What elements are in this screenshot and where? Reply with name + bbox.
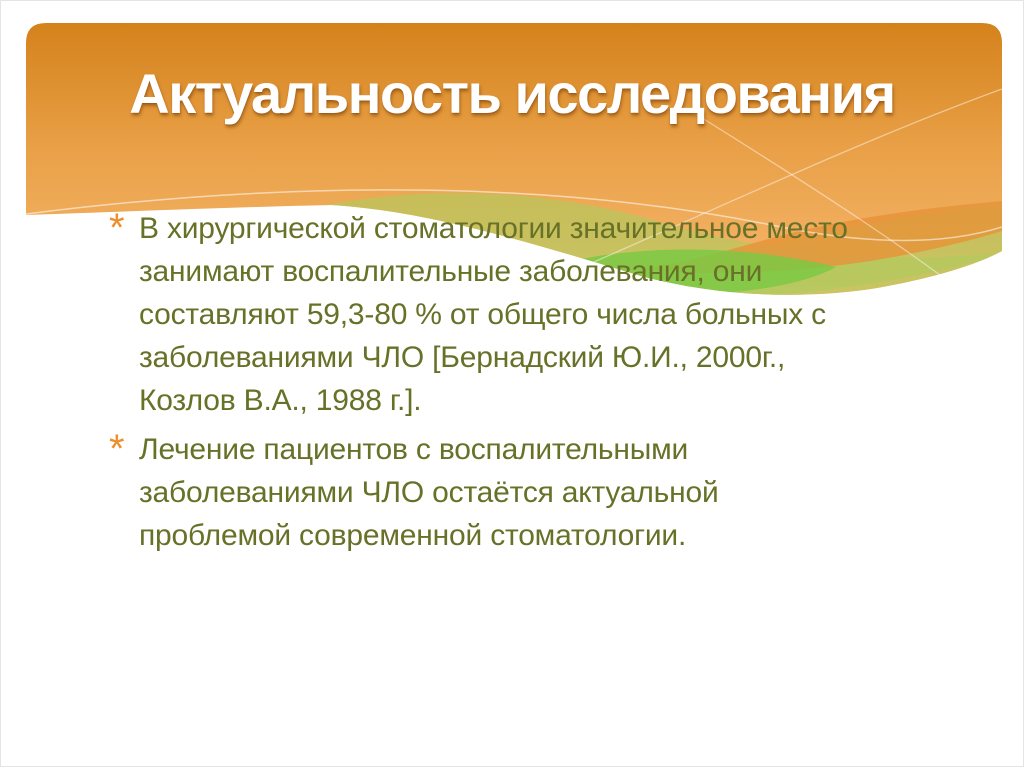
bullet-line: Лечение пациентов с воспалительными xyxy=(139,433,689,466)
bullet-asterisk-icon: * xyxy=(109,427,125,471)
bullet-text-1 xyxy=(139,207,989,422)
bullet-line: составляют 59,3-80 % от общего числа больных с xyxy=(139,298,826,331)
slide-title: Актуальность исследования xyxy=(129,62,895,125)
bullet-item-1 xyxy=(109,207,989,422)
bullet-line: В хирургической стоматологии значительное место xyxy=(139,212,848,245)
slide-body xyxy=(109,207,989,557)
bullet-line: Козлов В.А., 1988 г.]. xyxy=(139,384,422,417)
bullet-line: заболеваниями ЧЛО [Бернадский Ю.И., 2000г., xyxy=(139,341,786,374)
bullet-item-2 xyxy=(109,428,989,557)
bullet-text-2 xyxy=(139,428,989,557)
bullet-line: заболеваниями ЧЛО остаётся актуальной xyxy=(139,476,719,509)
bullet-line: проблемой современной стоматологии. xyxy=(139,519,687,552)
bullet-asterisk-icon: * xyxy=(109,206,125,250)
bullet-line: занимают воспалительные заболевания, они xyxy=(139,255,763,288)
